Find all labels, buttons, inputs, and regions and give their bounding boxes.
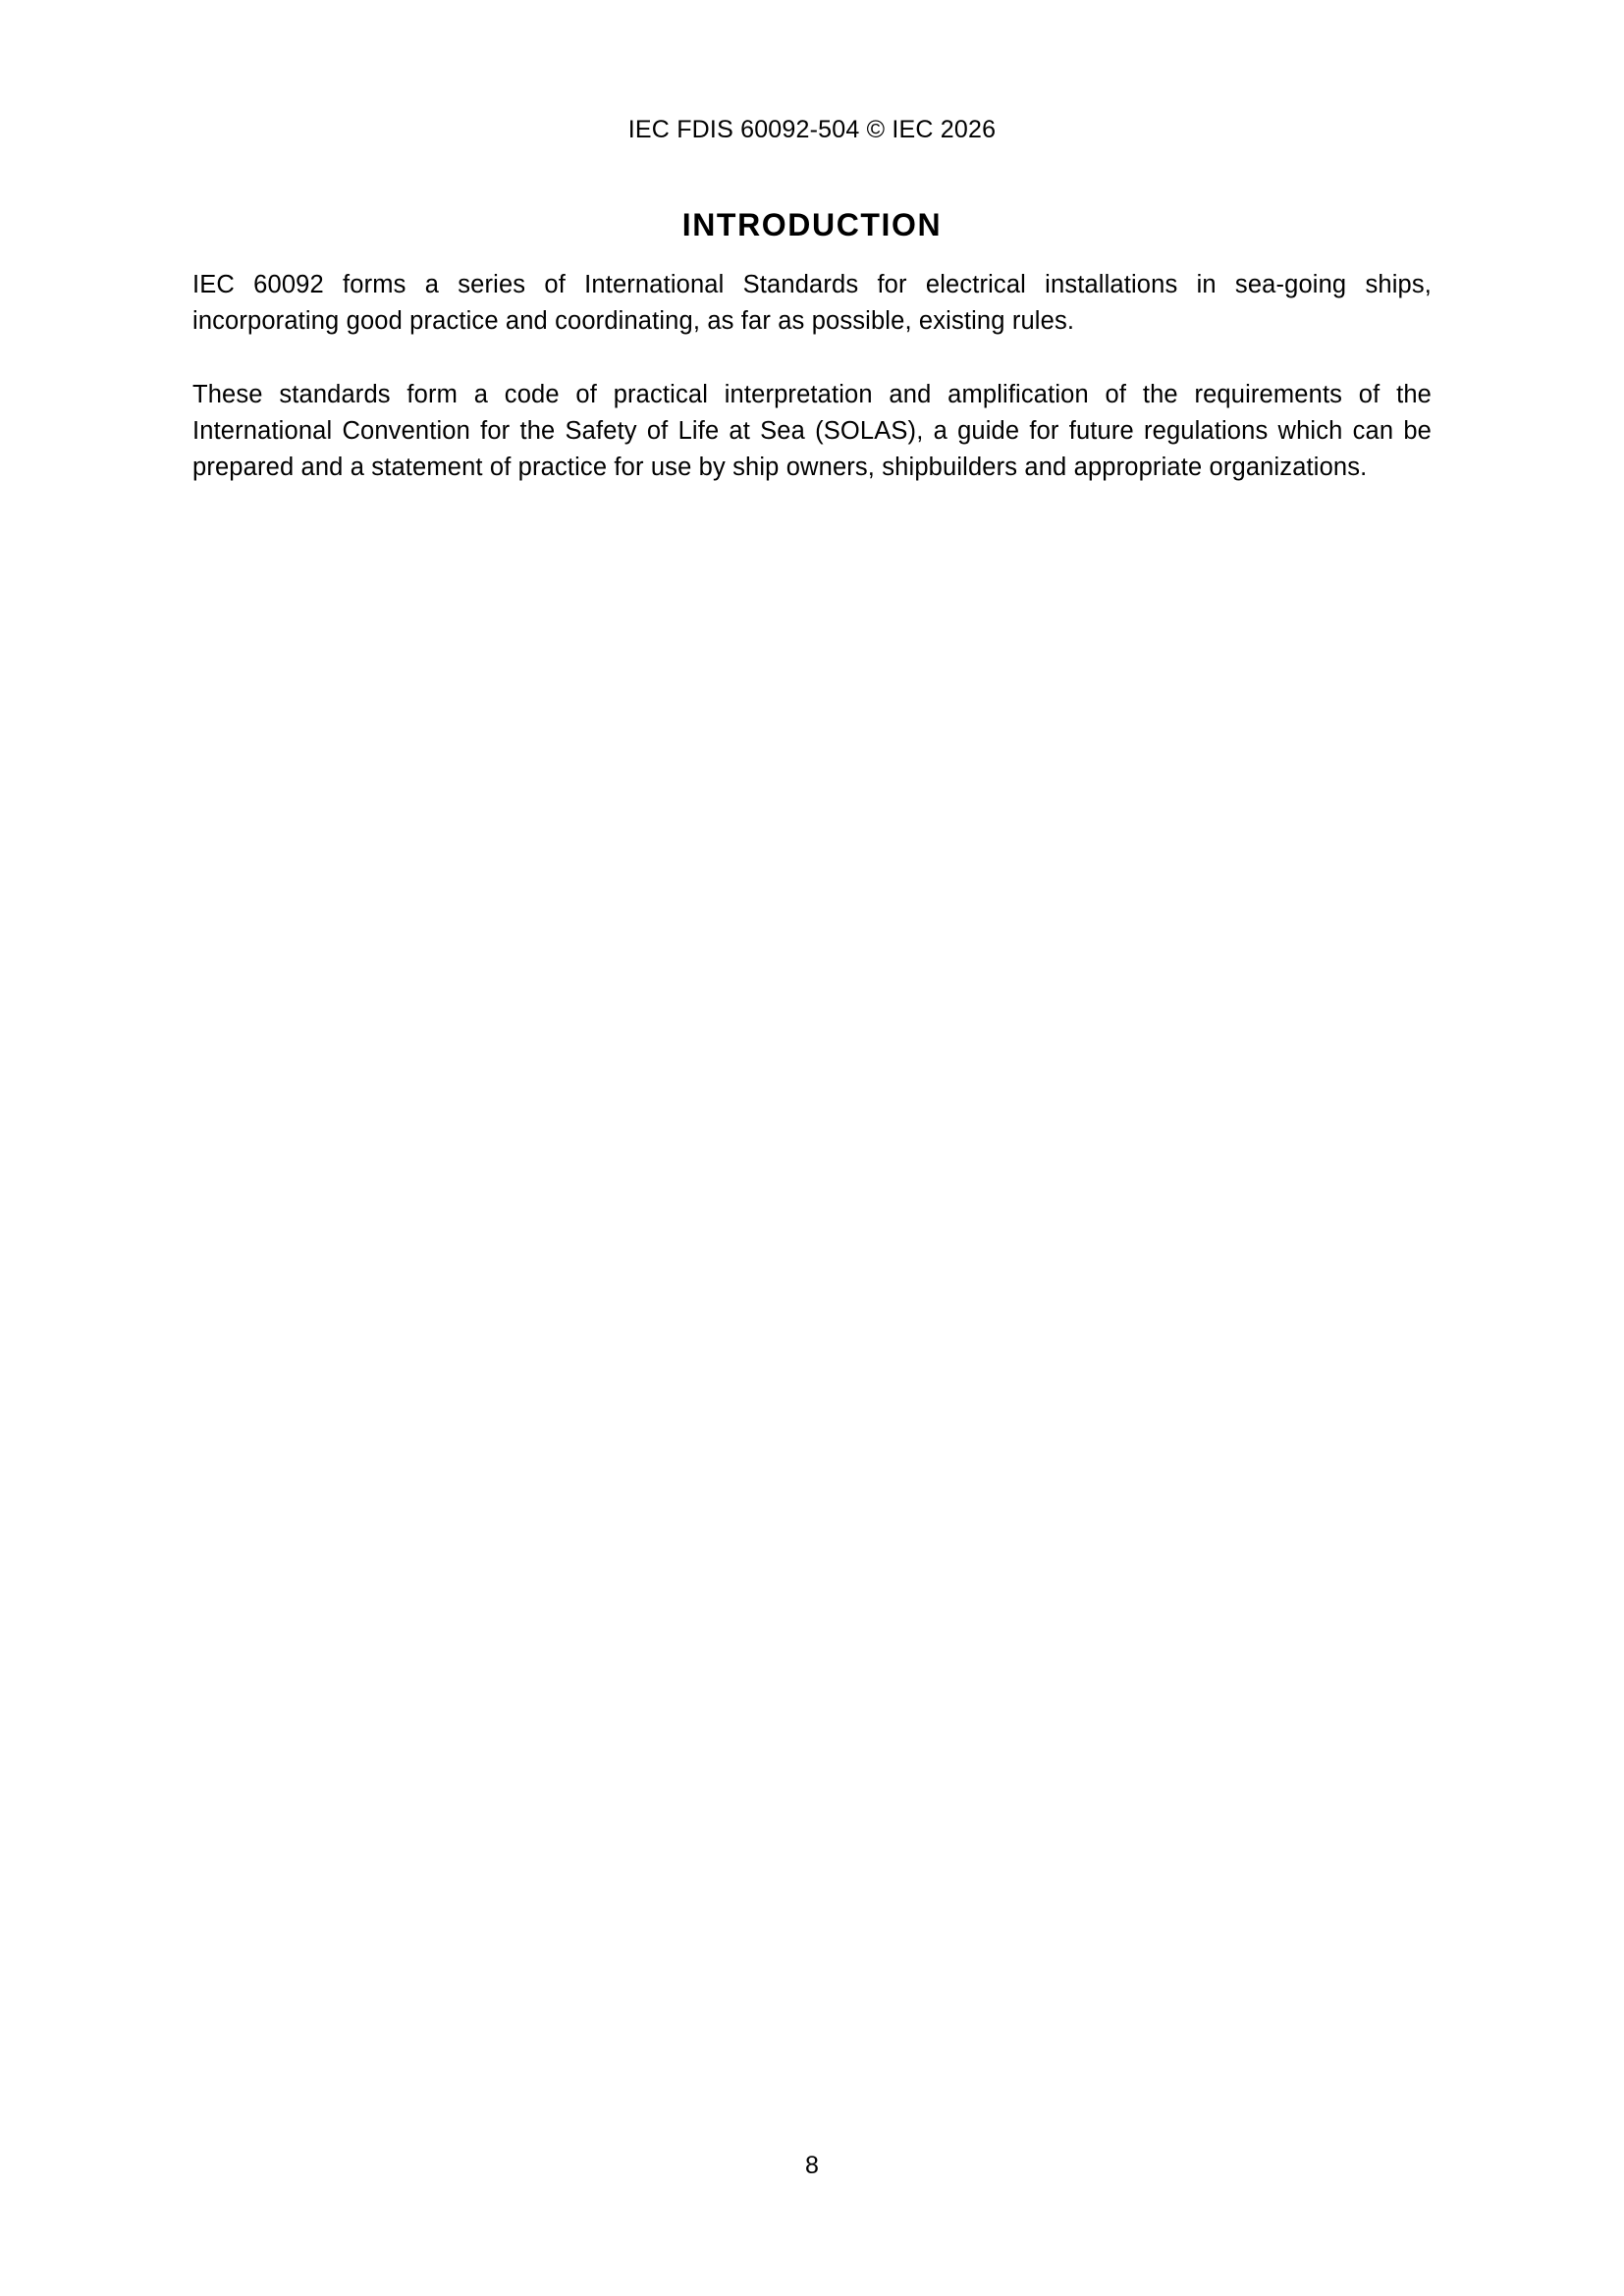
page-header: IEC FDIS 60092-504 © IEC 2026 [627, 116, 997, 143]
page-number: 8 [805, 2152, 819, 2179]
body-content [192, 267, 1432, 486]
body-paragraph: These standards form a code of practical interpretation and amplification of the requirements of the International Convention for the Safety of Life at Sea (SOLAS), a guide for future regulations which can be prepared and a statement of practice for use by ship owners, shipbuilders and appropriate organizations. [192, 381, 1432, 481]
page-title: INTRODUCTION [681, 207, 943, 243]
body-paragraph: IEC 60092 forms a series of International Standards for electrical installations in sea-going ships, incorporating good practice and coordinating, as far as possible, existing rules. [192, 271, 1432, 335]
